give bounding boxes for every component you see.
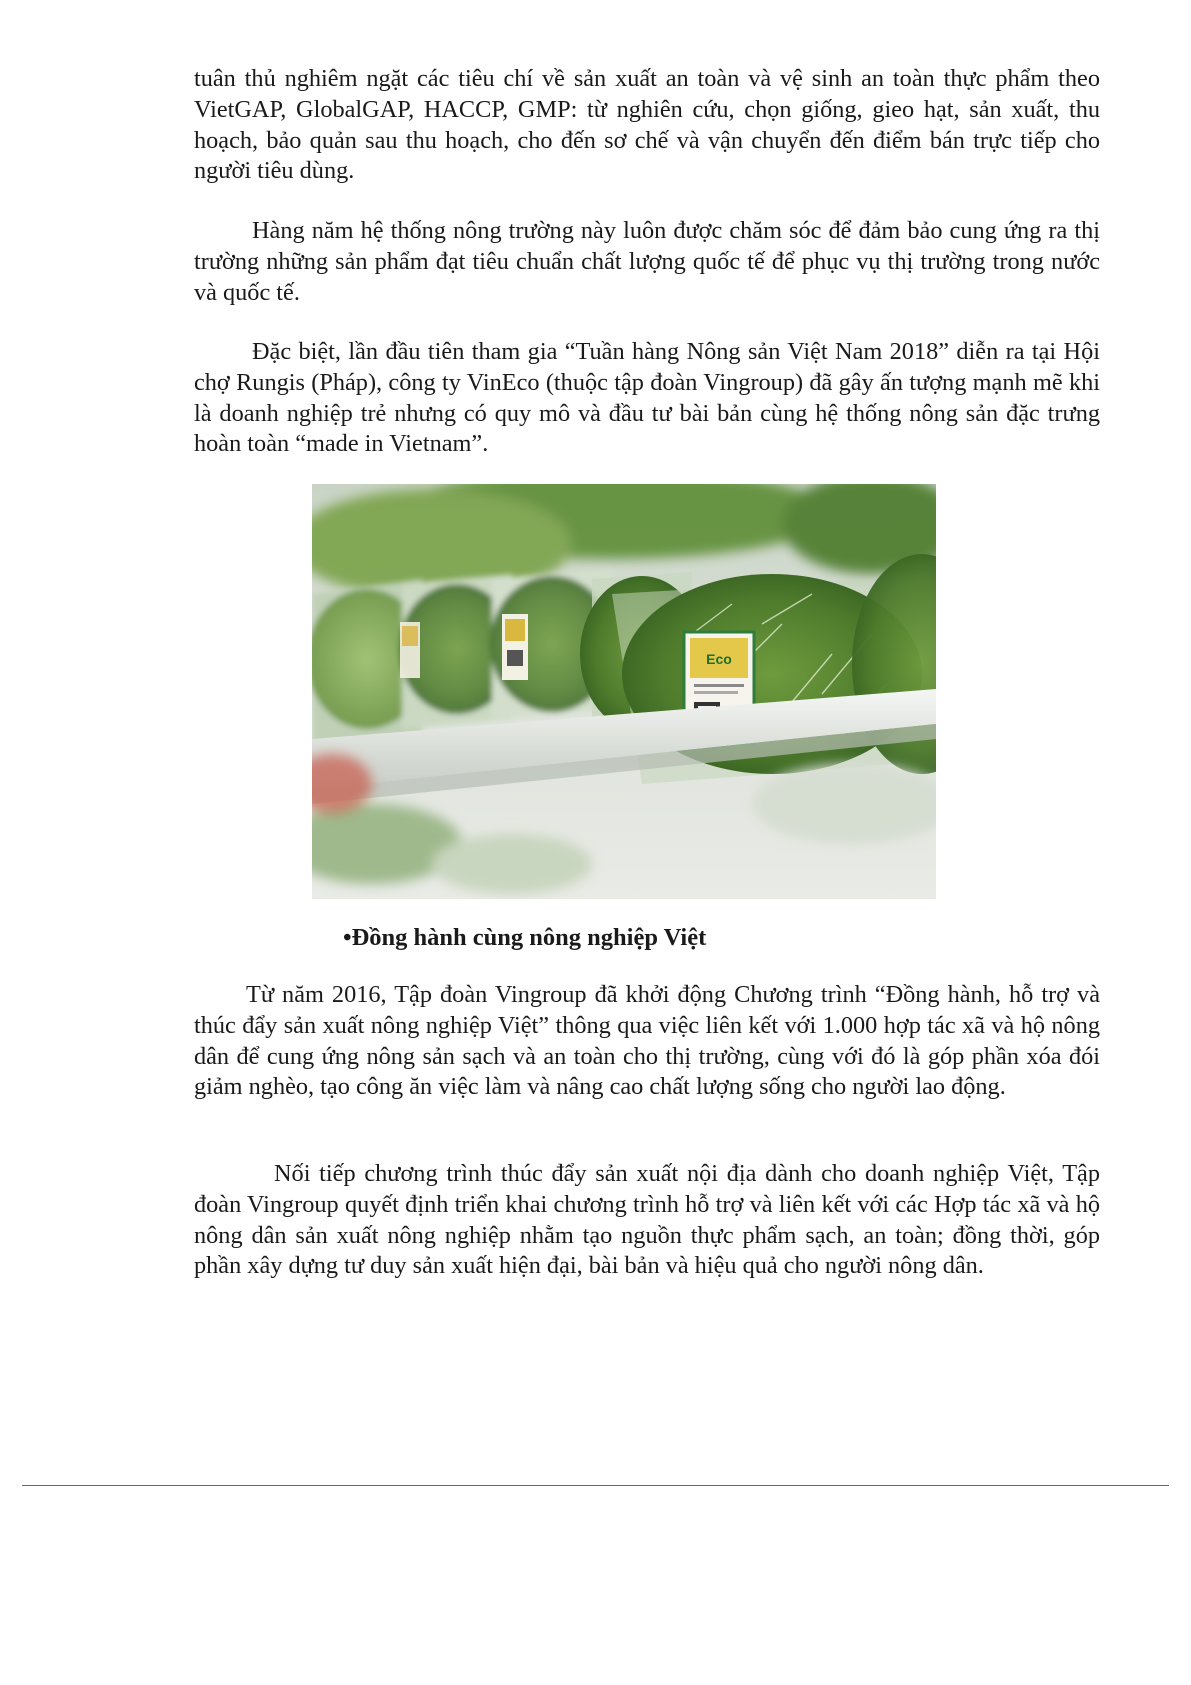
label-logo-text: Eco (706, 651, 732, 667)
paragraph-1: tuân thủ nghiêm ngặt các tiêu chí về sản xuất an toàn và vệ sinh an toàn thực phẩm theo VietGAP, GlobalGAP, HACCP, GMP: từ nghiên cứu, chọn giống, gieo hạt, sản xuất, thu hoạch, bảo quản sau thu hoạch, cho đến sơ chế và vận chuyển đến điểm bán trực tiếp cho người tiêu dùng. (194, 65, 1100, 185)
microgreens-illustration (312, 484, 936, 899)
microgreens-photo (312, 484, 936, 899)
section-heading: •Đồng hành cùng nông nghiệp Việt (343, 924, 707, 951)
paragraph-4: Từ năm 2016, Tập đoàn Vingroup đã khởi động Chương trình “Đồng hành, hỗ trợ và thúc đẩy sản xuất nông nghiệp Việt” thông qua việc liên kết với 1.000 hợp tác xã và hộ nông dân để cung ứng nông sản sạch và an toàn cho thị trường, cùng với đó là góp phần xóa đói giảm nghèo, tạo công ăn việc làm và nâng cao chất lượng sống cho người lao động. (194, 981, 1100, 1101)
paragraph-3: Đặc biệt, lần đầu tiên tham gia “Tuần hàng Nông sản Việt Nam 2018” diễn ra tại Hội chợ Rungis (Pháp), công ty VinEco (thuộc tập đoàn Vingroup) đã gây ấn tượng mạnh mẽ khi là doanh nghiệp trẻ nhưng có quy mô và đầu tư bài bản cùng hệ thống nông sản đặc trưng hoàn toàn “made in Vietnam”. (194, 338, 1100, 458)
paragraph-5: Nối tiếp chương trình thúc đẩy sản xuất nội địa dành cho doanh nghiệp Việt, Tập đoàn Vingroup quyết định triển khai chương trình hỗ trợ và liên kết với các Hợp tác xã và hộ nông dân sản xuất nông nghiệp nhằm tạo nguồn thực phẩm sạch, an toàn; đồng thời, góp phần xây dựng tư duy sản xuất hiện đại, bài bản và hiệu quả cho người nông dân. (194, 1160, 1100, 1280)
paragraph-2: Hàng năm hệ thống nông trường này luôn được chăm sóc để đảm bảo cung ứng ra thị trường những sản phẩm đạt tiêu chuẩn chất lượng quốc tế để phục vụ thị trường trong nước và quốc tế. (194, 217, 1100, 306)
page-bottom-edge (0, 1678, 1191, 1685)
footer-divider (22, 1485, 1169, 1486)
